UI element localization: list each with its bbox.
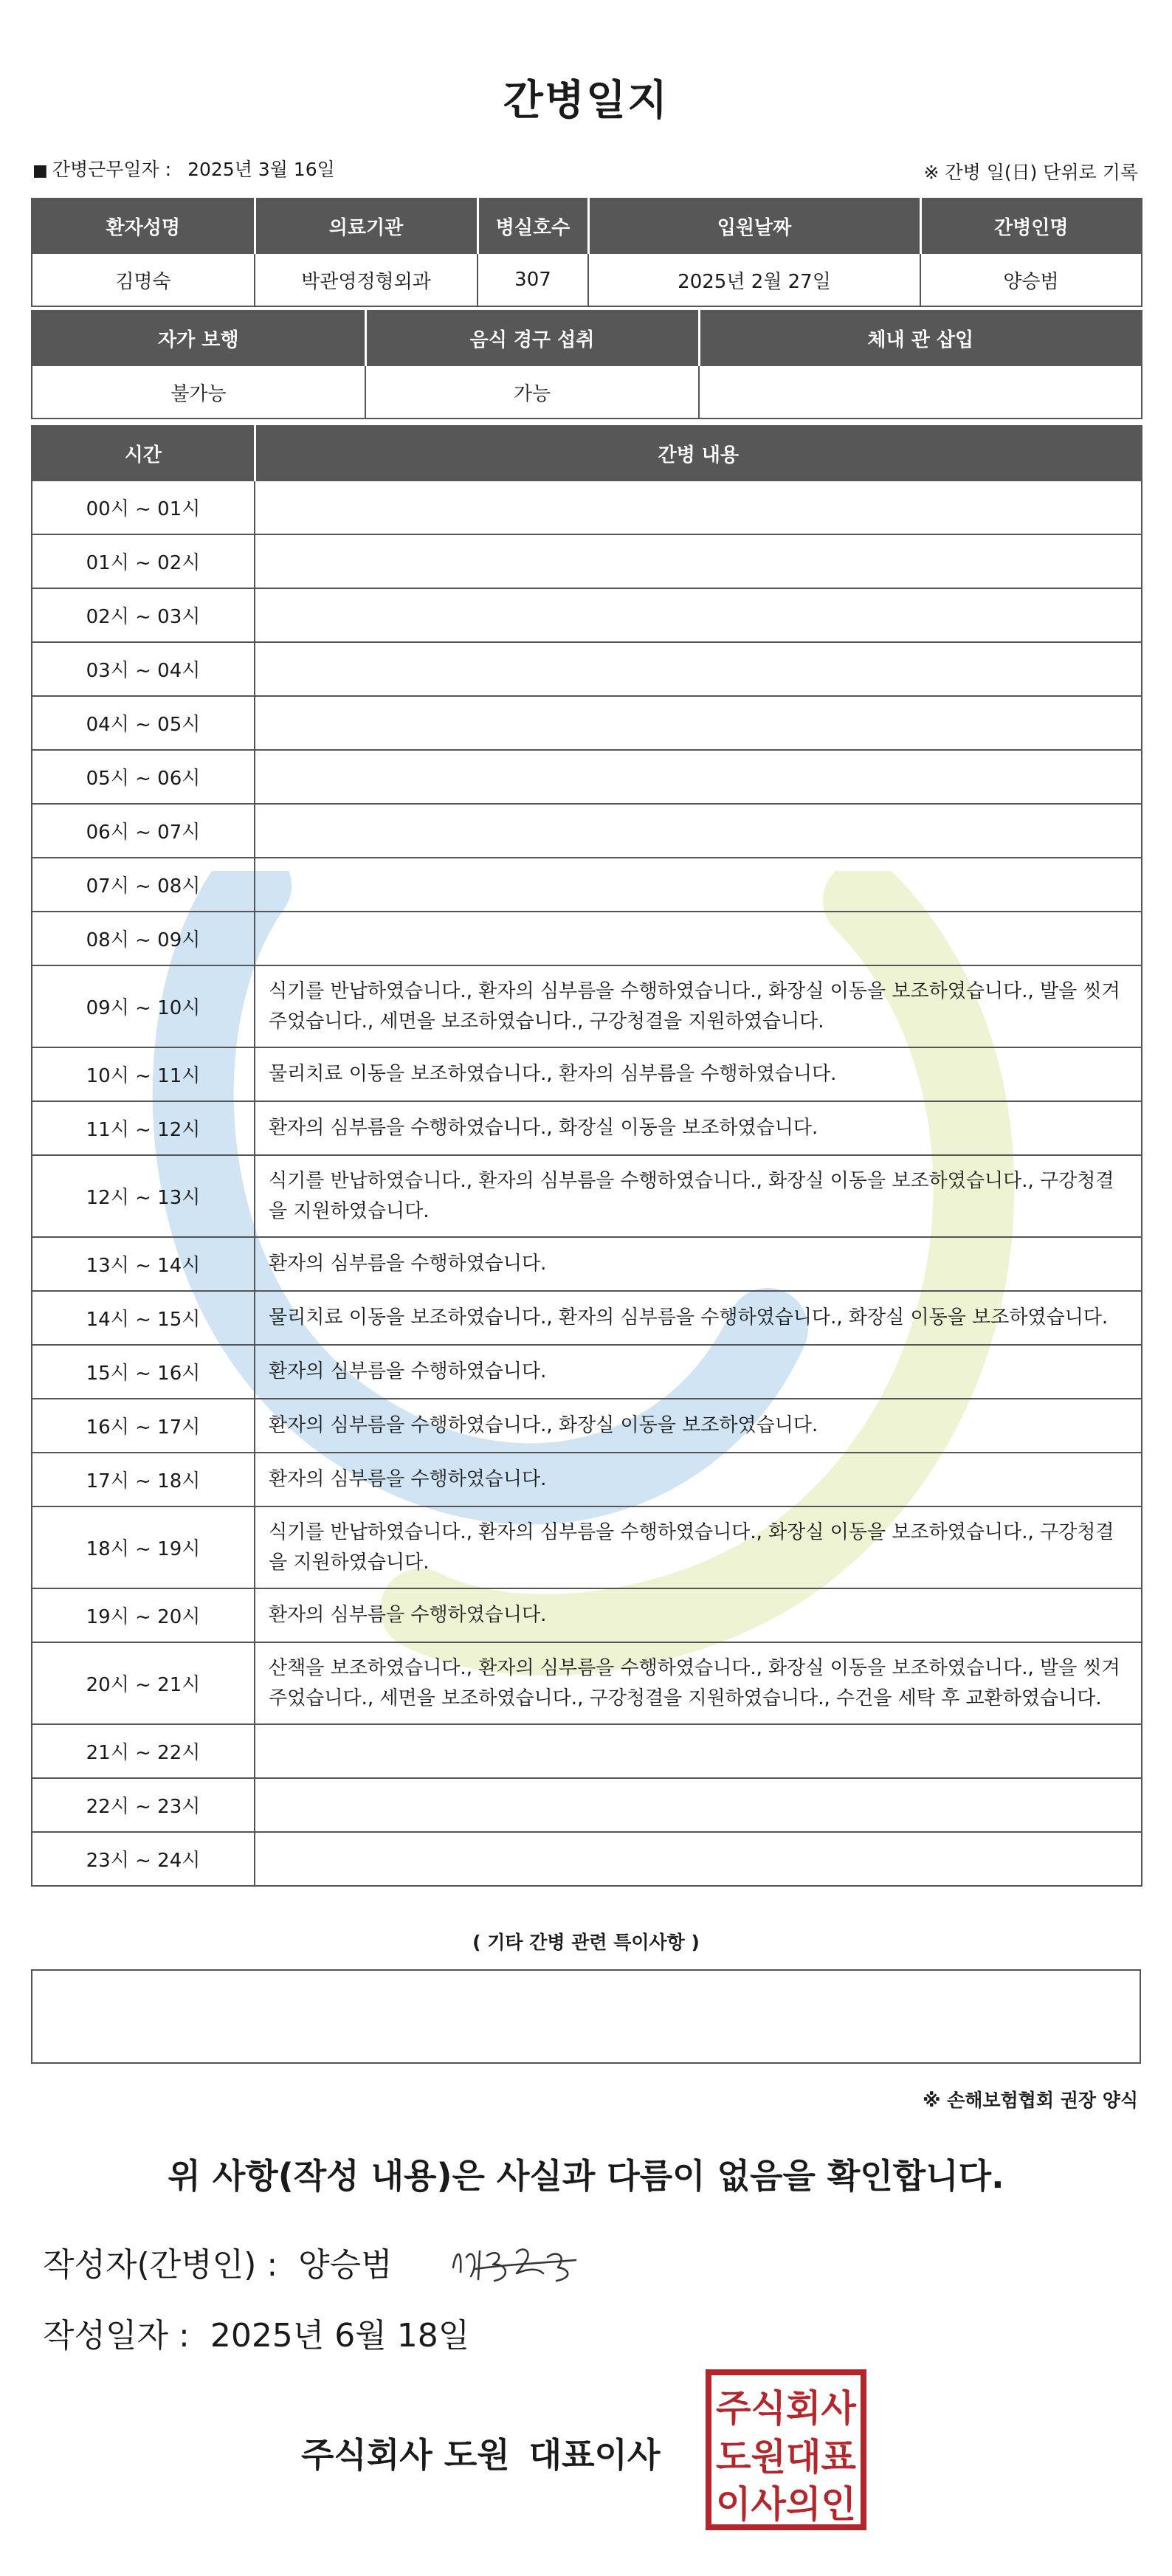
- log-content: [255, 696, 1142, 750]
- header-walking: 자가 보행: [32, 311, 365, 365]
- log-time: 06시 ~ 07시: [32, 804, 255, 858]
- log-time: 15시 ~ 16시: [32, 1345, 255, 1399]
- log-content: 환자의 심부름을 수행하였습니다., 화장실 이동을 보조하였습니다.: [255, 1399, 1142, 1453]
- log-row: [32, 1047, 1142, 1101]
- svg-text:도원대표: 도원대표: [716, 2436, 857, 2479]
- log-row: [32, 642, 1142, 696]
- log-content: [255, 534, 1142, 588]
- log-time: 04시 ~ 05시: [32, 696, 255, 750]
- hospital-name: 박관영정형외과: [255, 253, 478, 306]
- log-time: 07시 ~ 08시: [32, 858, 255, 912]
- patient-info-table: [31, 198, 1142, 307]
- document-title: 간병일지: [503, 77, 669, 125]
- log-time: 14시 ~ 15시: [32, 1291, 255, 1345]
- log-time: 22시 ~ 23시: [32, 1778, 255, 1832]
- patient-value-row: [32, 253, 1142, 306]
- header-oral-intake: 음식 경구 섭취: [365, 311, 699, 365]
- log-row: [32, 481, 1142, 534]
- header-caregiver: 간병인명: [920, 199, 1142, 253]
- header-care-content: 간병 내용: [255, 426, 1142, 481]
- log-content: [255, 481, 1142, 534]
- log-content: [255, 804, 1142, 858]
- log-row: [32, 1453, 1142, 1506]
- log-content: [255, 1832, 1142, 1886]
- write-date-line: [43, 2309, 469, 2356]
- log-time: 18시 ~ 19시: [32, 1506, 255, 1588]
- header-tube: 체내 관 삽입: [699, 311, 1142, 365]
- log-content: 환자의 심부름을 수행하였습니다.: [255, 1345, 1142, 1399]
- header-admission-date: 입원날짜: [588, 199, 920, 253]
- log-content: 식기를 반납하였습니다., 환자의 심부름을 수행하였습니다., 화장실 이동을 보조하였습니다., 구강청결을 지원하였습니다.: [255, 1155, 1142, 1237]
- log-row: [32, 1832, 1142, 1886]
- log-content: 물리치료 이동을 보조하였습니다., 환자의 심부름을 수행하였습니다., 화장실 이동을 보조하였습니다.: [255, 1291, 1142, 1345]
- log-time: 01시 ~ 02시: [32, 534, 255, 588]
- log-time: 00시 ~ 01시: [32, 481, 255, 534]
- log-content: [255, 912, 1142, 965]
- patient-name: 김명숙: [32, 253, 255, 306]
- writer-line: [43, 2238, 393, 2285]
- tube-status: [699, 365, 1142, 419]
- log-time: 23시 ~ 24시: [32, 1832, 255, 1886]
- log-row: [32, 1101, 1142, 1155]
- svg-text:주식회사: 주식회사: [716, 2387, 857, 2430]
- log-row: [32, 804, 1142, 858]
- log-content: [255, 750, 1142, 804]
- header-room: 병실호수: [478, 199, 588, 253]
- company-seal-stamp: [704, 2368, 868, 2532]
- log-content: [255, 858, 1142, 912]
- log-row: [32, 912, 1142, 965]
- room-number: 307: [478, 253, 588, 306]
- log-time: 02시 ~ 03시: [32, 588, 255, 642]
- log-row: [32, 534, 1142, 588]
- log-time: 13시 ~ 14시: [32, 1237, 255, 1291]
- patient-header-row: [32, 199, 1142, 253]
- log-content: 환자의 심부름을 수행하였습니다., 화장실 이동을 보조하였습니다.: [255, 1101, 1142, 1155]
- walking-status: 불가능: [32, 365, 365, 419]
- log-content: [255, 642, 1142, 696]
- log-row: [32, 1724, 1142, 1778]
- log-content: 환자의 심부름을 수행하였습니다.: [255, 1237, 1142, 1291]
- log-time: 10시 ~ 11시: [32, 1047, 255, 1101]
- confirmation-statement: 위 사항(작성 내용)은 사실과 다름이 없음을 확인합니다.: [168, 2156, 1004, 2196]
- log-content: [255, 1778, 1142, 1832]
- log-row: [32, 858, 1142, 912]
- log-time: 17시 ~ 18시: [32, 1453, 255, 1506]
- log-row: [32, 1291, 1142, 1345]
- log-time: 05시 ~ 06시: [32, 750, 255, 804]
- log-time: 20시 ~ 21시: [32, 1642, 255, 1724]
- log-row: [32, 750, 1142, 804]
- log-time: 08시 ~ 09시: [32, 912, 255, 965]
- insurance-note: ※ 손해보험협회 권장 양식: [923, 2090, 1138, 2111]
- log-row: [32, 965, 1142, 1047]
- log-time: 21시 ~ 22시: [32, 1724, 255, 1778]
- log-time: 09시 ~ 10시: [32, 965, 255, 1047]
- admission-date: 2025년 2월 27일: [588, 253, 920, 306]
- log-row: [32, 1345, 1142, 1399]
- log-row: [32, 1399, 1142, 1453]
- work-date-value: 2025년 3월 16일: [187, 159, 335, 180]
- log-row: [32, 1588, 1142, 1642]
- company-line: [301, 2428, 660, 2477]
- header-hospital: 의료기관: [255, 199, 478, 253]
- remarks-label: ( 기타 간병 관련 특이사항 ): [472, 1932, 700, 1953]
- writer-name: 양승범: [298, 2246, 393, 2284]
- log-content: 물리치료 이동을 보조하였습니다., 환자의 심부름을 수행하였습니다.: [255, 1047, 1142, 1101]
- oral-intake-status: 가능: [365, 365, 699, 419]
- log-row: [32, 696, 1142, 750]
- log-row: [32, 1778, 1142, 1832]
- log-time: 03시 ~ 04시: [32, 642, 255, 696]
- header-patient-name: 환자성명: [32, 199, 255, 253]
- log-row: [32, 1237, 1142, 1291]
- write-date-value: 2025년 6월 18일: [210, 2317, 470, 2355]
- log-time: 19시 ~ 20시: [32, 1588, 255, 1642]
- work-date-label: 간병근무일자 :: [52, 159, 172, 180]
- log-content: 환자의 심부름을 수행하였습니다.: [255, 1453, 1142, 1506]
- unit-note: ※ 간병 일(日) 단위로 기록: [923, 162, 1138, 183]
- log-row: [32, 588, 1142, 642]
- svg-text:이사의인: 이사의인: [716, 2483, 856, 2526]
- status-header-row: [32, 311, 1142, 365]
- log-content: [255, 588, 1142, 642]
- log-row: [32, 1155, 1142, 1237]
- log-header-row: [32, 426, 1142, 481]
- log-content: 식기를 반납하였습니다., 환자의 심부름을 수행하였습니다., 화장실 이동을 보조하였습니다., 발을 씻겨주었습니다., 세면을 보조하였습니다., 구강청결을 지원하였습니다.: [255, 965, 1142, 1047]
- log-time: 12시 ~ 13시: [32, 1155, 255, 1237]
- log-content: 식기를 반납하였습니다., 환자의 심부름을 수행하였습니다., 화장실 이동을 보조하였습니다., 구강청결을 지원하였습니다.: [255, 1506, 1142, 1588]
- remarks-box: [31, 1969, 1141, 2064]
- care-log-table: [31, 425, 1142, 1887]
- status-value-row: [32, 365, 1142, 419]
- log-content: 산책을 보조하였습니다., 환자의 심부름을 수행하였습니다., 화장실 이동을 보조하였습니다., 발을 씻겨주었습니다., 세면을 보조하였습니다., 구강청결을 지원하였습니다., 수건을 세탁 후 교환하였습니다.: [255, 1642, 1142, 1724]
- company-title: 대표이사: [528, 2435, 661, 2475]
- handwritten-signature: [446, 2235, 586, 2288]
- patient-status-table: [31, 310, 1142, 419]
- log-body: [32, 481, 1142, 1886]
- log-time: 11시 ~ 12시: [32, 1101, 255, 1155]
- square-bullet-icon: ■: [32, 162, 48, 180]
- log-content: 환자의 심부름을 수행하였습니다.: [255, 1588, 1142, 1642]
- write-date-label: 작성일자 :: [43, 2317, 190, 2355]
- log-time: 16시 ~ 17시: [32, 1399, 255, 1453]
- caregiver-name: 양승범: [920, 253, 1142, 306]
- log-content: [255, 1724, 1142, 1778]
- work-date: [32, 155, 335, 182]
- company-name: 주식회사 도원: [301, 2435, 510, 2475]
- log-row: [32, 1642, 1142, 1724]
- writer-label: 작성자(간병인) :: [43, 2246, 278, 2284]
- header-time: 시간: [32, 426, 255, 481]
- log-row: [32, 1506, 1142, 1588]
